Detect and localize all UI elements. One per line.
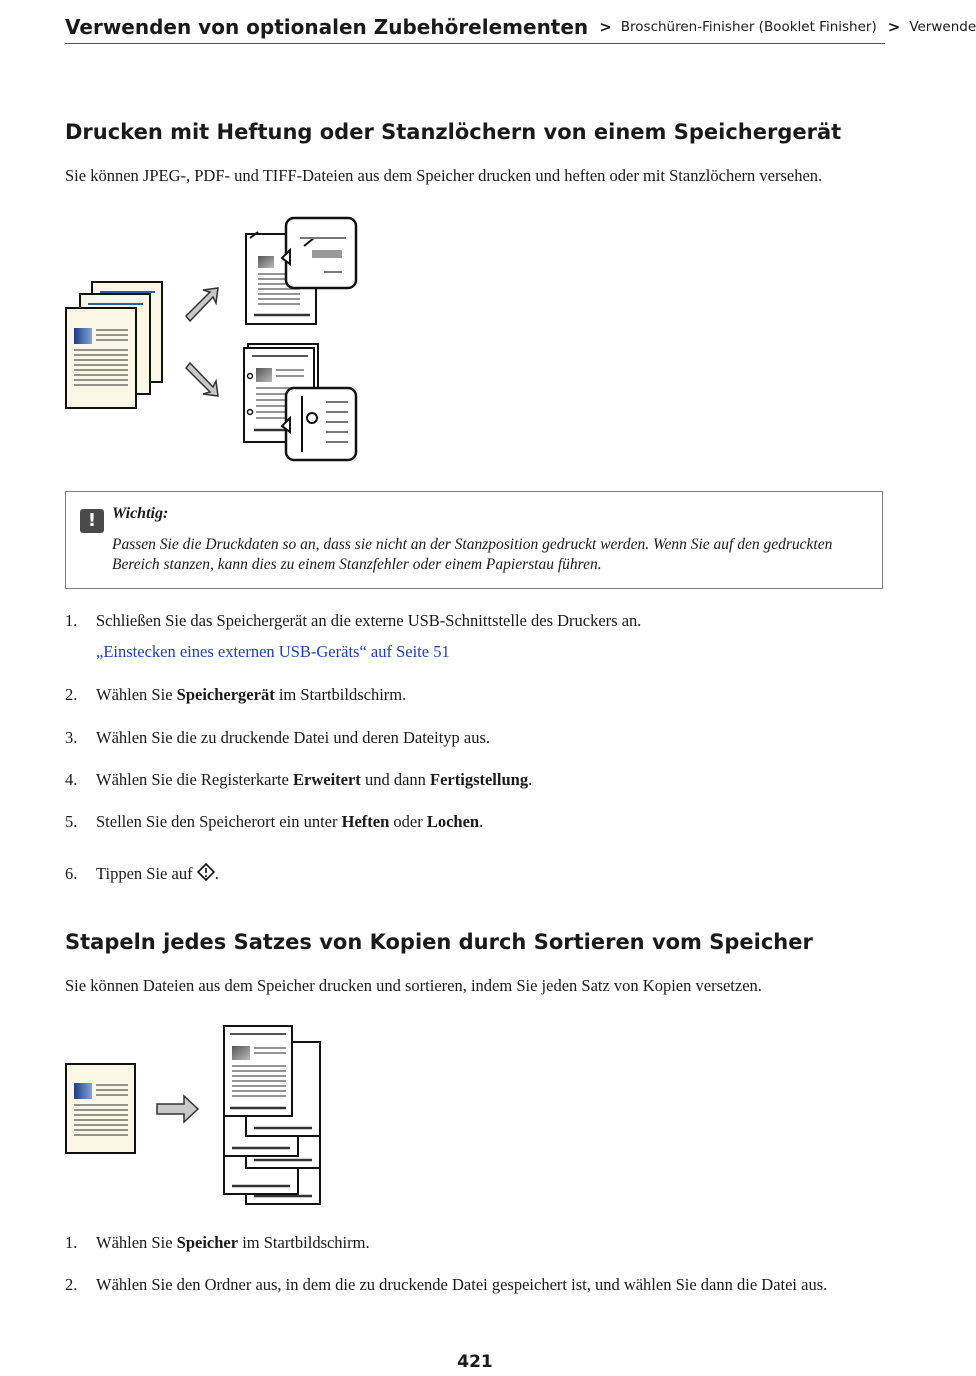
punched-output-document xyxy=(244,344,356,460)
step-item xyxy=(65,728,490,748)
step-text: . xyxy=(214,864,219,883)
section-intro: Sie können Dateien aus dem Speicher drucken und sortieren, indem Sie jeden Satz von Kopien versetzen. xyxy=(65,976,762,995)
arrow-down-right-icon xyxy=(186,363,218,396)
sort-offset-illustration xyxy=(60,1020,330,1210)
breadcrumb-section[interactable]: Broschüren-Finisher (Booklet Finisher) xyxy=(620,18,877,35)
important-note xyxy=(65,491,883,589)
step-item xyxy=(65,770,532,790)
step-bold-term: Fertigstellung xyxy=(430,770,529,789)
important-title: Wichtig: xyxy=(112,505,169,522)
step-text: Tippen Sie auf xyxy=(96,864,197,883)
step-bold-term: Speicher xyxy=(176,1233,239,1252)
step-number: 2. xyxy=(65,685,78,704)
page-number: 421 xyxy=(457,1352,493,1372)
step-text: im Startbildschirm. xyxy=(274,685,407,704)
step-item xyxy=(65,812,483,832)
step-bold-term: Lochen xyxy=(426,812,480,831)
step-text: im Startbildschirm. xyxy=(238,1233,370,1252)
source-document-stack xyxy=(66,282,162,408)
breadcrumb-separator: > xyxy=(599,17,612,36)
breadcrumb-separator: > xyxy=(887,17,901,36)
step-text: oder xyxy=(389,812,427,831)
step-number: 1. xyxy=(65,611,78,630)
step-bold-term: Heften xyxy=(341,812,390,831)
step-text: Wählen Sie die zu druckende Datei und deren Dateityp aus. xyxy=(96,728,491,747)
step-text: Wählen Sie den Ordner aus, in dem die zu druckende Datei gespeichert ist, und wählen Sie dann die Datei aus. xyxy=(96,1275,828,1294)
step-number: 4. xyxy=(65,770,78,789)
source-document xyxy=(66,1064,135,1153)
step-text: Wählen Sie die Registerkarte xyxy=(96,770,294,789)
arrow-right-icon xyxy=(157,1096,198,1122)
staple-punch-illustration xyxy=(60,210,370,470)
section-intro: Sie können JPEG-, PDF- und TIFF-Dateien aus dem Speicher drucken und heften oder mit Stanzlöchern versehen. xyxy=(65,166,823,185)
step-item xyxy=(65,685,406,705)
step-text: Wählen Sie xyxy=(96,1233,177,1252)
stapled-output-document xyxy=(246,218,356,324)
exclamation-icon: ! xyxy=(80,509,104,533)
step-number: 2. xyxy=(65,1275,78,1294)
step-number: 6. xyxy=(65,864,78,883)
usb-device-link[interactable]: „Einstecken eines externen USB-Geräts“ auf Seite 51 xyxy=(96,642,450,661)
important-text xyxy=(112,535,877,575)
step-text: und dann xyxy=(360,770,431,789)
sorted-output-stack xyxy=(224,1026,320,1204)
step-number: 5. xyxy=(65,812,78,831)
start-diamond-icon xyxy=(197,863,215,881)
section-title-sort-stack: Stapeln jedes Satzes von Kopien durch Sortieren vom Speicher xyxy=(65,930,813,954)
step-text: . xyxy=(528,770,533,789)
step-text: Stellen Sie den Speicherort ein unter xyxy=(96,812,342,831)
step-number: 3. xyxy=(65,728,78,747)
step-item xyxy=(65,1275,827,1295)
step-text: Wählen Sie xyxy=(96,685,177,704)
step-text: . xyxy=(479,812,484,831)
step-text: Schließen Sie das Speichergerät an die externe USB-Schnittstelle des Druckers an. xyxy=(96,611,642,630)
important-text-line: Bereich stanzen, kann dies zu einem Stanzfehler oder einem Papierstau führen. xyxy=(112,556,602,573)
breadcrumb xyxy=(65,10,976,44)
important-text-line: Passen Sie die Druckdaten so an, dass sie nicht an der Stanzposition gedruckt werden. Wenn Sie auf den gedruckten xyxy=(112,536,833,553)
arrow-up-right-icon xyxy=(186,288,218,321)
step-number: 1. xyxy=(65,1233,78,1252)
step-bold-term: Erweitert xyxy=(293,770,361,789)
section-title-staple-punch: Drucken mit Heftung oder Stanzlöchern von einem Speichergerät xyxy=(65,120,842,144)
step-item xyxy=(65,611,641,631)
breadcrumb-subsection[interactable]: Verwende xyxy=(909,18,976,35)
breadcrumb-chapter[interactable]: Verwenden von optionalen Zubehörelementen xyxy=(65,14,589,39)
step-item xyxy=(65,863,219,884)
step-bold-term: Speichergerät xyxy=(176,685,275,704)
step-item xyxy=(65,1233,370,1253)
